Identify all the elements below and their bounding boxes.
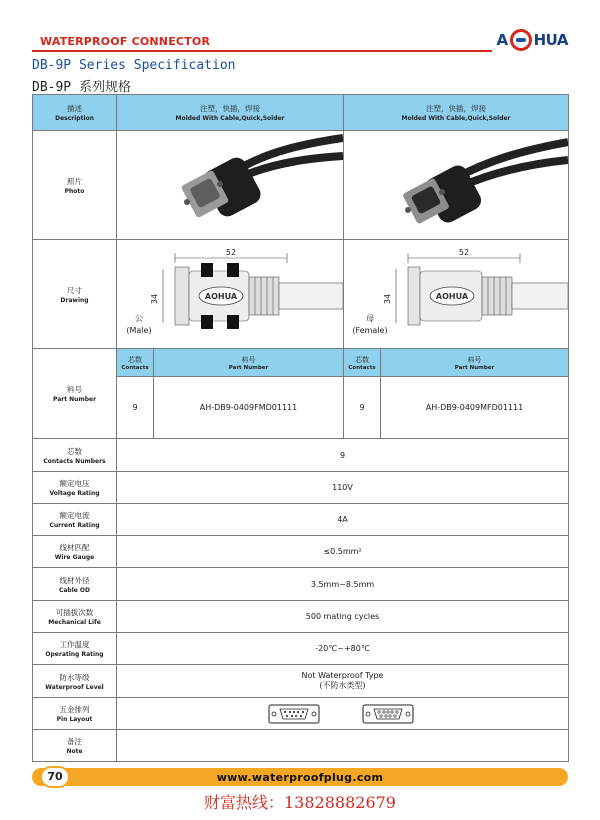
drawing-label: 尺寸 Drawing <box>33 240 117 349</box>
male-brand-mark: AOHUA <box>204 291 238 301</box>
photo-row <box>33 131 569 240</box>
operating-temp-value: -20℃~+80℃ <box>117 633 569 665</box>
female-label-en: (Female) <box>352 325 388 335</box>
voltage-value: 110V <box>117 472 569 504</box>
footer-bar <box>32 768 568 786</box>
waterproof-value: Not Waterproof Type (不防水类型) <box>117 665 569 698</box>
pin-layout-value <box>117 698 569 730</box>
female-connector-photo <box>344 132 568 239</box>
photo-label: 照片 Photo <box>33 131 117 240</box>
female-contacts-header: 芯数 Contacts <box>344 349 381 377</box>
series-title-zh: DB-9P 系列规格 <box>32 80 131 95</box>
cable-od-value: 3.5mm~8.5mm <box>117 568 569 601</box>
male-connector-photo <box>117 132 343 239</box>
contacts-numbers-row: 芯数 Contacts Numbers 9 <box>33 439 569 472</box>
logo-letter-a: A <box>496 31 508 49</box>
female-brand-mark: AOHUA <box>435 291 469 301</box>
top-bar <box>32 28 568 56</box>
wire-gauge-value: ≤0.5mm² <box>117 536 569 568</box>
series-title-en: DB-9P Series Specification <box>32 58 236 73</box>
female-drawing-svg <box>344 241 568 348</box>
note-row: 备注 Note <box>33 730 569 762</box>
pin-layout-row: 五金排列 Pin Layout <box>33 698 569 730</box>
col-description: 描述 Description <box>33 95 117 131</box>
mechanical-life-value: 500 mating cycles <box>117 601 569 633</box>
voltage-row: 额定电压 Voltage Rating 110V <box>33 472 569 504</box>
female-height-dim: 34 <box>383 293 392 304</box>
male-width-dim: 52 <box>225 247 237 257</box>
table-header-row <box>33 95 569 131</box>
note-value <box>117 730 569 762</box>
male-contacts-header: 芯数 Contacts <box>117 349 154 377</box>
part-number-header-row <box>33 349 569 377</box>
male-height-dim: 34 <box>150 293 159 304</box>
col-female: 注塑，快插，焊接 Molded With Cable,Quick,Solder <box>344 95 569 131</box>
male-pn-header: 料号 Part Number <box>154 349 344 377</box>
current-value: 4A <box>117 504 569 536</box>
contacts-numbers-value: 9 <box>117 439 569 472</box>
logo-ring-icon <box>510 29 532 51</box>
male-drawing <box>117 240 344 349</box>
aohua-logo <box>497 28 569 52</box>
title-rule <box>32 50 492 52</box>
female-part-number: AH-DB9-0409MFD01111 <box>381 377 569 439</box>
female-photo <box>344 131 569 240</box>
female-width-dim: 52 <box>458 247 470 257</box>
male-label-en: (Male) <box>126 325 152 335</box>
hotline: 财富热线：13828882679 <box>204 793 396 812</box>
page-number: 70 <box>40 766 70 788</box>
logo-text: HUA <box>533 31 568 49</box>
section-title: WATERPROOF CONNECTOR <box>40 35 211 48</box>
male-drawing-svg <box>117 241 343 348</box>
current-row: 额定电流 Current Rating 4A <box>33 504 569 536</box>
spec-table <box>32 94 569 762</box>
male-part-number: AH-DB9-0409FMD01111 <box>154 377 344 439</box>
wire-gauge-row: 线材匹配 Wire Gauge ≤0.5mm² <box>33 536 569 568</box>
part-number-label: 料号 Part Number <box>33 349 117 439</box>
male-contacts: 9 <box>117 377 154 439</box>
pin-layout-icons <box>263 701 423 727</box>
female-drawing <box>344 240 569 349</box>
female-label-zh: 母 <box>366 313 374 323</box>
waterproof-row: 防水等级 Waterproof Level Not Waterproof Type (不防水类型) <box>33 665 569 698</box>
female-contacts: 9 <box>344 377 381 439</box>
footer-url[interactable]: www.waterproofplug.com <box>216 771 384 784</box>
mechanical-life-row: 可插拔次数 Mechanical Life 500 mating cycles <box>33 601 569 633</box>
col-male: 注塑，快插，焊接 Molded With Cable,Quick,Solder <box>117 95 344 131</box>
operating-temp-row: 工作温度 Operating Rating -20℃~+80℃ <box>33 633 569 665</box>
female-pin-icon <box>363 705 413 723</box>
male-label-zh: 公 <box>135 313 143 323</box>
female-pn-header: 料号 Part Number <box>381 349 569 377</box>
cable-od-row: 线材外径 Cable OD 3.5mm~8.5mm <box>33 568 569 601</box>
male-photo <box>117 131 344 240</box>
male-pin-icon <box>269 705 319 723</box>
drawing-row <box>33 240 569 349</box>
